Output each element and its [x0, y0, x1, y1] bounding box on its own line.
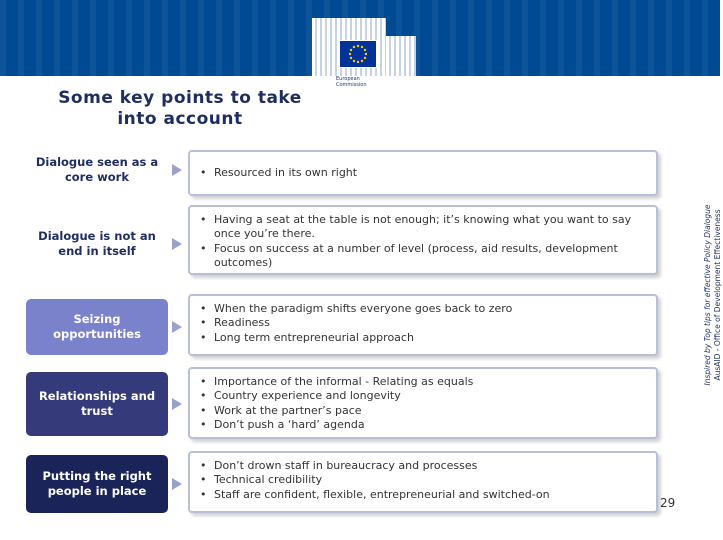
content-box-relationships-trust [188, 367, 658, 439]
slide-title [40, 88, 320, 130]
eu-flag-icon [339, 40, 377, 68]
slide-title-line2: into account [117, 109, 243, 129]
bullet-item: • Importance of the informal - Relating as equals [200, 375, 648, 389]
arrow-icon [172, 164, 182, 176]
row-label-not-an-end: Dialogue is not an end in itself [26, 216, 168, 272]
source-note [703, 170, 723, 420]
bullet-item: • Work at the partner’s pace [200, 404, 648, 418]
bullet-item: • Don’t drown staff in bureaucracy and processes [200, 459, 648, 473]
bullet-item: • Staff are confident, flexible, entrepreneurial and switched-on [200, 488, 648, 502]
row-label-right-people: Putting the right people in place [26, 455, 168, 513]
arrow-icon [172, 321, 182, 333]
content-box-right-people [188, 451, 658, 513]
slide-title-line1: Some key points to take [58, 88, 302, 108]
bullet-list [200, 302, 648, 345]
bullet-list [200, 459, 648, 502]
ec-logo-text-line1: European [336, 76, 360, 82]
row-label-relationships-trust: Relationships and trust [26, 372, 168, 436]
source-note-line2: AusAID - Office of Development Effectiveness [713, 209, 722, 381]
row-label-seizing-opportunities: Seizing opportunities [26, 299, 168, 355]
bullet-item: • Having a seat at the table is not enough; it’s knowing what you want to say once you’re there. [200, 213, 648, 242]
eu-stars-icon [340, 41, 376, 67]
bullet-list [200, 375, 648, 432]
source-note-line1: Inspired by Top tips for effective Policy Dialogue [703, 204, 712, 386]
ec-logo-text [336, 76, 367, 88]
bullet-item: • Country experience and longevity [200, 389, 648, 403]
content-box-core-work [188, 150, 658, 196]
ec-logo-text-line2: Commission [336, 82, 367, 88]
bullet-item: • Resourced in its own right [200, 166, 357, 180]
arrow-icon [172, 398, 182, 410]
bullet-item: • Readiness [200, 316, 648, 330]
bullet-item: • Long term entrepreneurial approach [200, 331, 648, 345]
arrow-icon [172, 478, 182, 490]
bullet-item: • Technical credibility [200, 473, 648, 487]
page-number: 29 [660, 496, 676, 510]
content-box-seizing-opportunities [188, 294, 658, 356]
bullet-list [200, 166, 357, 180]
row-label-core-work: Dialogue seen as a core work [26, 146, 168, 194]
arrow-icon [172, 238, 182, 250]
bullet-item: • Don’t push a ‘hard’ agenda [200, 418, 648, 432]
content-box-not-an-end [188, 205, 658, 275]
bullet-item: • Focus on success at a number of level (process, aid results, development outcomes) [200, 242, 648, 271]
bullet-item: • When the paradigm shifts everyone goes back to zero [200, 302, 648, 316]
building-wing-icon [386, 36, 416, 76]
bullet-list [200, 213, 648, 270]
